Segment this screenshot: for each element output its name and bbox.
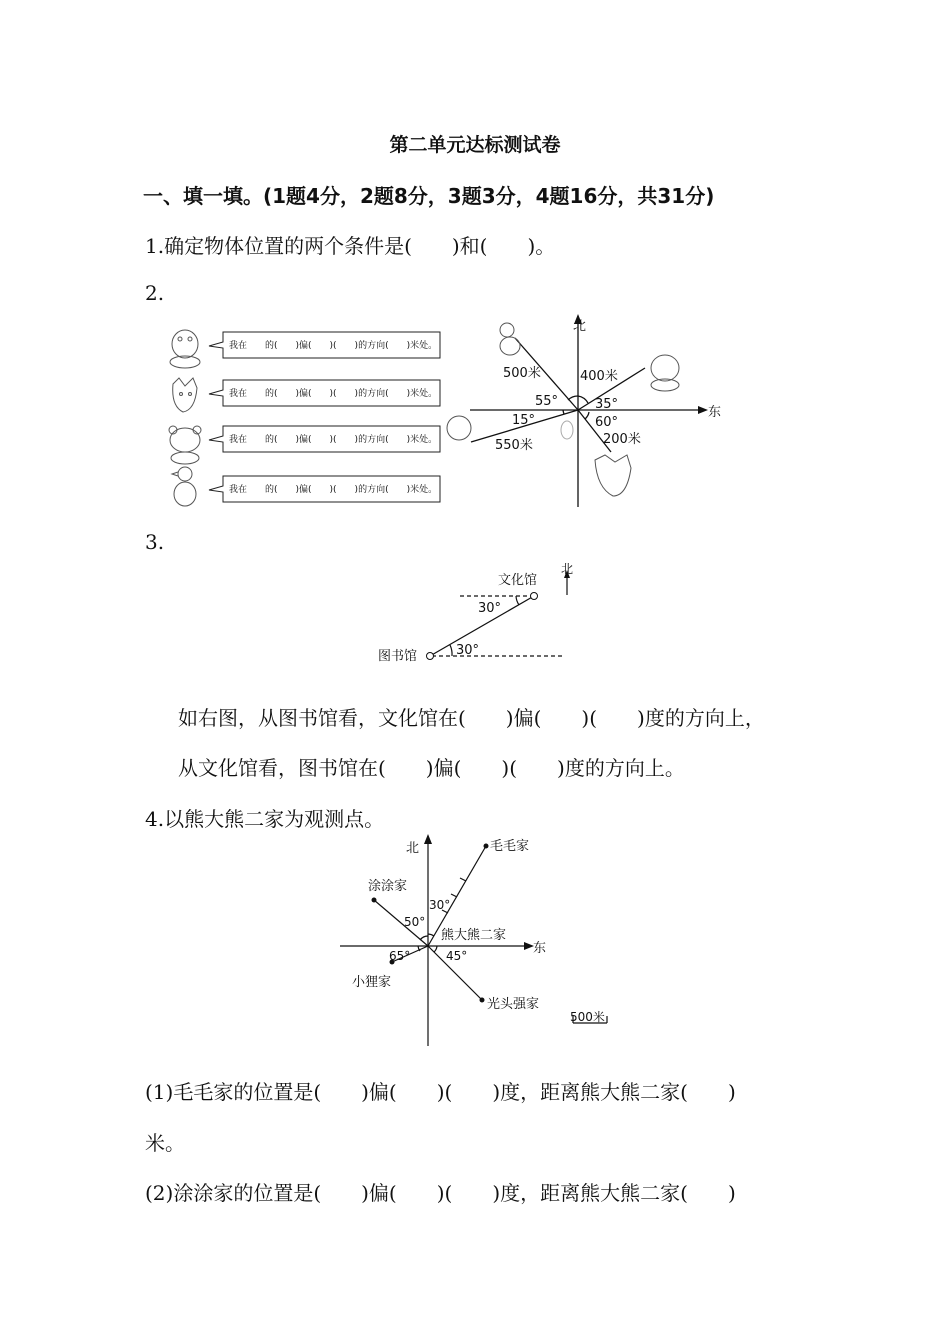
north-label: 北 [573,319,587,334]
distance-400m: 400米 [580,369,618,384]
scale-label: 500米 [570,1010,605,1024]
bubble-text-3: 我在 的( )偏( )( )的方向( )米处。 [229,435,438,445]
chick-character-image [172,467,196,506]
east-label: 东 [533,941,547,956]
bubble-text-4: 我在 的( )偏( )( )的方向( )米处。 [229,485,438,495]
duck-figure [500,323,520,355]
page-title: 第二单元达标测试卷 [389,134,561,156]
question-4-intro: 4.以熊大熊二家为观测点。 [145,807,385,831]
q2-bubbles-figure [165,322,450,512]
bubble-text-1: 我在 的( )偏( )( )的方向( )米处。 [229,341,438,351]
q4-direction-diagram [340,830,630,1050]
north-label: 北 [561,562,574,576]
chick-figure [447,416,471,440]
north-label: 北 [406,841,420,856]
east-label: 东 [708,405,722,420]
fox-figure [595,455,631,496]
q3-library-diagram [370,560,590,670]
distance-500m: 500米 [503,366,541,381]
angle-50: 50° [404,915,426,929]
angle-bottom: 30° [456,643,480,658]
fox-character-image [173,378,197,412]
culture-center-marker [531,593,538,600]
angle-45: 45° [446,949,468,963]
question-3-line-1: 如右图，从图书馆看，文化馆在( )偏( )( )度的方向上， [178,706,765,730]
culture-label: 文化馆 [498,573,538,588]
question-2-number: 2. [145,281,165,305]
angle-top: 30° [478,601,502,616]
xiaoli-label: 小狸家 [352,975,392,990]
distance-200m: 200米 [603,432,641,447]
distance-550m: 550米 [495,438,533,453]
tutu-label: 涂涂家 [368,879,408,894]
question-3-line-2: 从文化馆看，图书馆在( )偏( )( )度的方向上。 [178,756,685,780]
angle-15: 15° [512,413,536,428]
bear-figure [651,355,679,391]
duck-character-image [170,330,200,368]
library-label: 图书馆 [378,649,418,664]
angle-35: 35° [595,397,619,412]
q2-direction-diagram [455,310,755,515]
center-label: 熊大熊二家 [441,928,507,943]
angle-60: 60° [595,415,619,430]
question-3-number: 3. [145,530,165,554]
bubble-text-2: 我在 的( )偏( )( )的方向( )米处。 [229,389,438,399]
angle-55: 55° [535,394,559,409]
section-heading: 一、填一填。(1题4分，2题8分，3题3分，4题16分，共31分) [143,184,715,208]
guangtou-label: 光头强家 [487,997,540,1012]
maomao-label: 毛毛家 [490,839,530,854]
question-4-sub-1-unit: 米。 [145,1131,185,1155]
question-1: 1.确定物体位置的两个条件是( )和( )。 [145,234,556,258]
bear-character-image [169,426,201,464]
angle-30: 30° [429,898,451,912]
angle-65: 65° [389,949,411,963]
question-4-sub-2: (2)涂涂家的位置是( )偏( )( )度，距离熊大熊二家( ) [145,1181,736,1205]
bird-figure [561,421,573,439]
question-4-sub-1: (1)毛毛家的位置是( )偏( )( )度，距离熊大熊二家( ) [145,1080,736,1104]
library-marker [427,653,434,660]
